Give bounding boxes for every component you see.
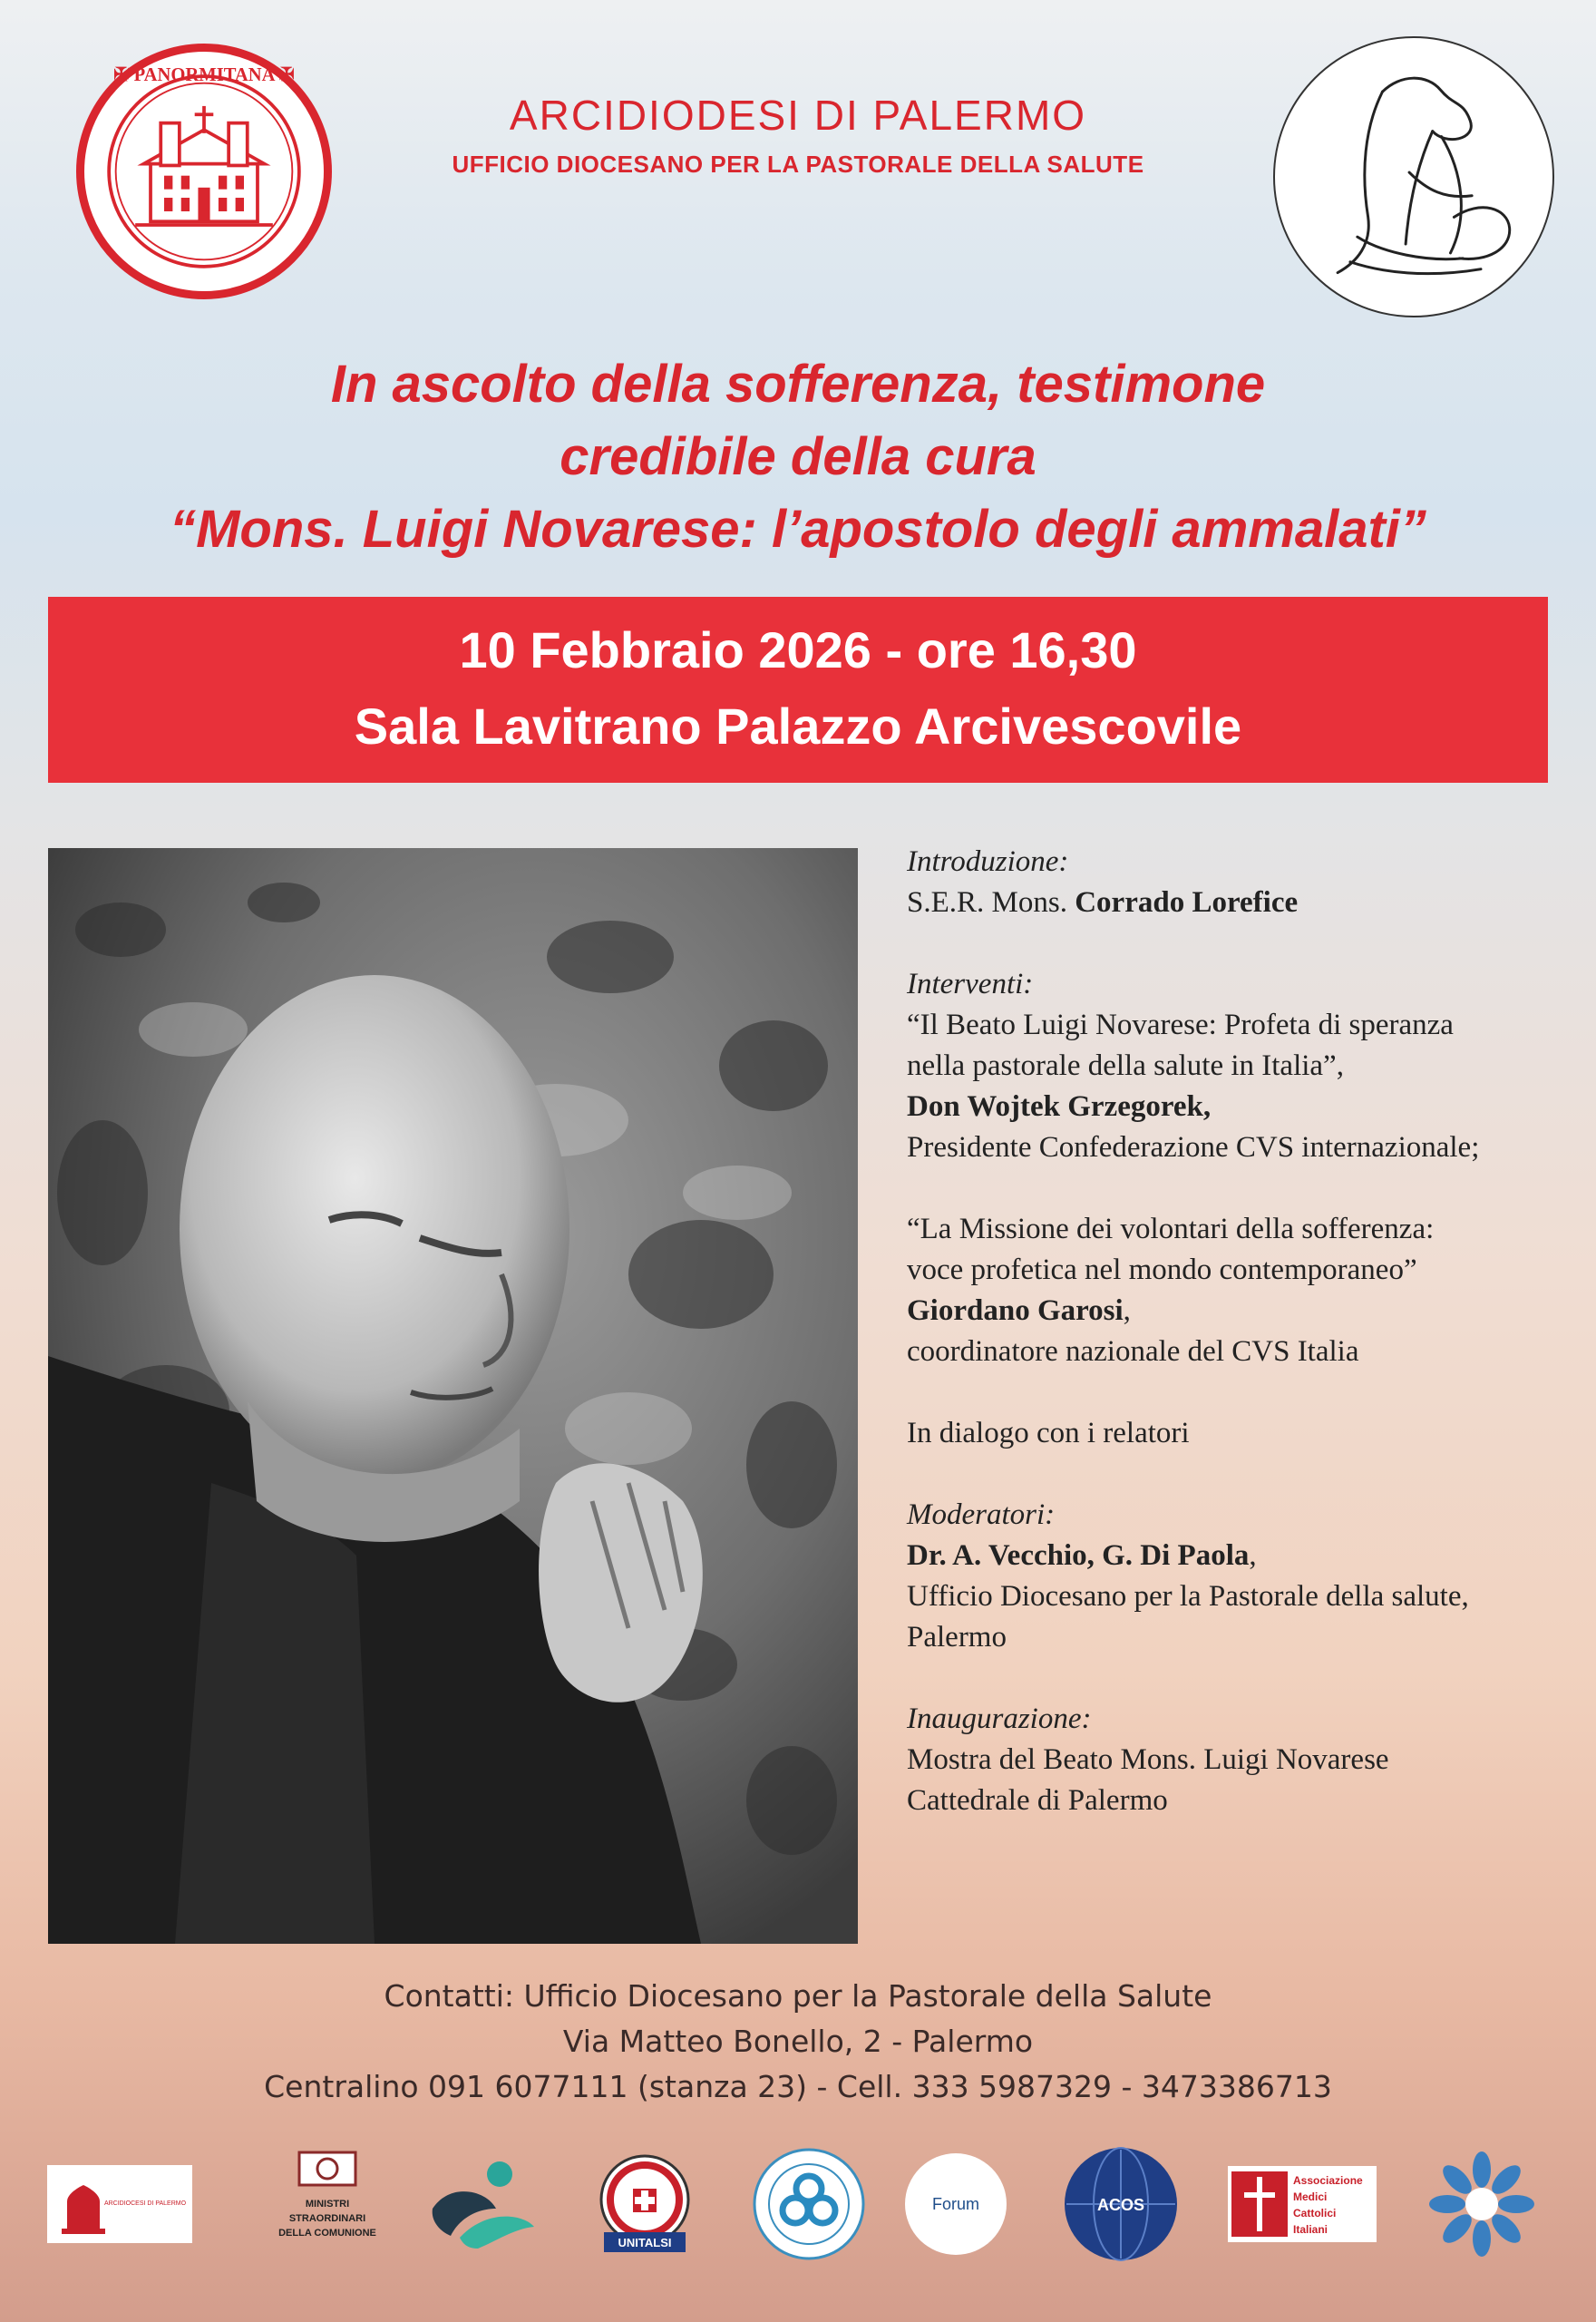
contacts-address: Via Matteo Bonello, 2 - Palermo — [562, 2024, 1034, 2059]
unitalsi-logo — [595, 2113, 695, 2295]
sanitaria-association-logo — [745, 2113, 872, 2295]
green-wave-logo — [419, 2113, 546, 2295]
moderators-office: Ufficio Diocesano per la Pastorale della salute, — [907, 1580, 1469, 1613]
svg-text:MINISTRI: MINISTRI — [305, 2199, 350, 2210]
talk2-speaker: Giordano Garosi — [907, 1294, 1124, 1327]
talk2-title-line1: “La Missione dei volontari della sofferenza: — [907, 1213, 1435, 1245]
blue-flower-logo — [1426, 2113, 1538, 2295]
event-title-line-2: credibile della cura — [560, 427, 1036, 486]
moderators-line: Dr. A. Vecchio, G. Di Paola, — [907, 1539, 1257, 1572]
intro-prefix: S.E.R. Mons. — [907, 886, 1075, 919]
forum-logo — [901, 2113, 1010, 2295]
event-venue: Sala Lavitrano Palazzo Arcivescovile — [354, 698, 1242, 755]
talk1-speaker: Don Wojtek Grzegorek, — [907, 1090, 1212, 1123]
forum-text: Forum — [931, 2195, 980, 2213]
intro-line — [907, 883, 1578, 923]
unitalsi-text: UNITALSI — [618, 2236, 672, 2249]
dialogue-line: In dialogo con i relatori — [907, 1417, 1190, 1449]
svg-text:DELLA COMUNIONE: DELLA COMUNIONE — [278, 2228, 376, 2239]
acos-logo — [1057, 2113, 1184, 2295]
pastoral-care-logo — [1273, 36, 1554, 317]
inauguration-label: Inaugurazione: — [907, 1702, 1092, 1735]
intro-label: Introduzione: — [907, 845, 1069, 878]
interventi-label: Interventi: — [907, 968, 1034, 1000]
svg-text:Associazione: Associazione — [1293, 2174, 1363, 2187]
svg-text:✠ PANORMITANA ✠: ✠ PANORMITANA ✠ — [113, 64, 295, 85]
talk1-title-line1: “Il Beato Luigi Novarese: Profeta di speranza — [907, 1009, 1454, 1041]
talk1-title-line2: nella pastorale della salute in Italia”, — [907, 1049, 1344, 1082]
intro-name: Corrado Lorefice — [1075, 886, 1299, 919]
moderator-2: G. Di Paola — [1102, 1539, 1250, 1572]
date-venue-banner — [48, 597, 1548, 783]
ministri-straordinari-logo — [268, 2113, 386, 2295]
event-date-time: 10 Febbraio 2026 - ore 16,30 — [459, 621, 1137, 678]
svg-text:Italiani: Italiani — [1293, 2223, 1328, 2236]
svg-text:STRAORDINARI: STRAORDINARI — [288, 2213, 366, 2224]
archdiocese-seal-logo — [76, 44, 332, 299]
amci-logo — [1228, 2113, 1377, 2295]
talk2-role: coordinatore nazionale del CVS Italia — [907, 1335, 1359, 1368]
event-title-line-3: “Mons. Luigi Novarese: l’apostolo degli ammalati” — [170, 500, 1426, 559]
svg-text:Medici: Medici — [1293, 2190, 1328, 2203]
inauguration-line1: Mostra del Beato Mons. Luigi Novarese — [907, 1743, 1389, 1776]
event-title — [36, 348, 1560, 566]
talk1-role: Presidente Confederazione CVS internazionale; — [907, 1131, 1480, 1164]
office-subtitle: UFFICIO DIOCESANO PER LA PASTORALE DELLA SALUTE — [452, 151, 1144, 178]
contacts-section — [0, 1974, 1596, 2110]
portrait-photo — [48, 848, 858, 1944]
arcidiocesi-logo-text: ARCIDIOCESI DI PALERMO — [103, 2200, 187, 2207]
program-section: Introduzione: S.E.R. Mons. Corrado Lorefice Interventi: “Il Beato Luigi Novarese: Profeta di speranza nella pastorale della salute in Italia”, Don Wojtek Grzegorek, Presidente Confederazione CVS internazionale; “La Missione dei volontari della sofferenza: voce profetica nel mondo contemporaneo” Giordano Garosi, coordinatore nazionale del CVS Italia In dialogo con i relatori Moderatori: Dr. A. Vecchio, G. Di Paola, Ufficio Diocesano per la Pastorale della salute, Palermo Inaugurazione: Mostra del Beato Mons. Luigi Novarese Cattedrale di Palermo — [907, 842, 1578, 1821]
svg-text:Cattolici: Cattolici — [1293, 2207, 1337, 2220]
contacts-phones: Centralino 091 6077111 (stanza 23) - Cell. 333 5987329 - 3473386713 — [264, 2069, 1332, 2104]
acos-text: ACOS — [1096, 2196, 1145, 2214]
moderators-city: Palermo — [907, 1621, 1007, 1654]
inauguration-line2: Cattedrale di Palermo — [907, 1784, 1168, 1817]
moderatori-label: Moderatori: — [907, 1498, 1056, 1531]
partner-logos-row — [0, 2113, 1596, 2295]
talk2-title-line2: voce profetica nel mondo contemporaneo” — [907, 1254, 1417, 1286]
event-title-line-1: In ascolto della sofferenza, testimone — [330, 355, 1266, 414]
contacts-line-1: Contatti: Ufficio Diocesano per la Pastorale della Salute — [384, 1978, 1212, 2014]
moderator-1: Dr. A. Vecchio — [907, 1539, 1087, 1572]
arcidiocesi-small-logo — [47, 2113, 192, 2295]
archdiocese-title: ARCIDIODESI DI PALERMO — [509, 92, 1087, 139]
